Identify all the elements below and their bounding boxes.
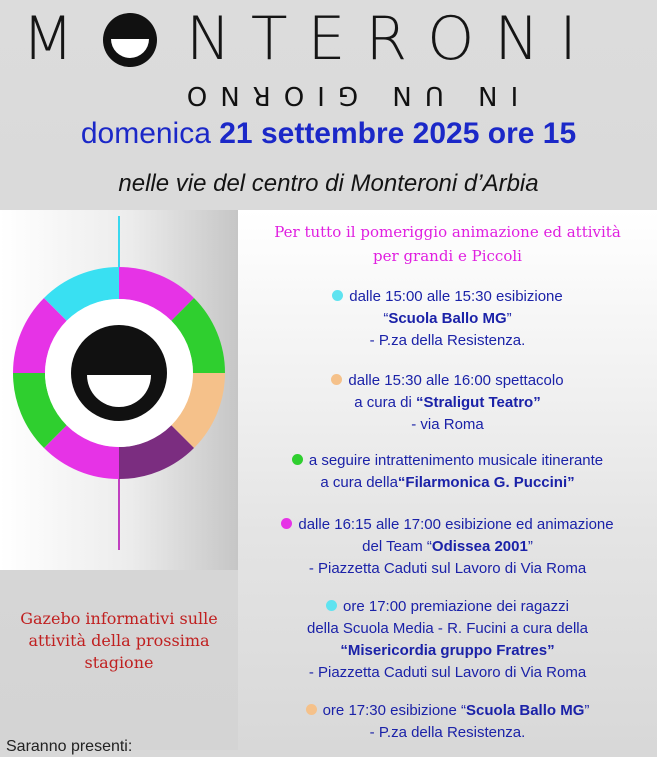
event-time: ore 17:00 premiazione dei ragazzi [343, 598, 569, 615]
event-curator-prefix: a cura di [354, 394, 416, 411]
program-item [238, 450, 657, 494]
event-location: - P.za della Resistenza. [369, 724, 526, 741]
event-description: a seguire intrattenimento musicale itinerante [308, 452, 604, 469]
event-performer: “Misericordia gruppo Fratres” [340, 642, 555, 659]
quote: ” [584, 702, 590, 719]
colored-ring-logo-icon [0, 210, 238, 570]
bullet-dot-icon [326, 600, 337, 611]
program-item [238, 514, 657, 580]
program-item [238, 370, 657, 436]
event-place: nelle vie del centro di Monteroni d’Arbia [118, 170, 539, 197]
intro-text [238, 220, 657, 268]
event-date [0, 114, 657, 154]
bullet-dot-icon [292, 454, 303, 465]
quote: ” [506, 310, 512, 327]
event-time: dalle 16:15 alle 17:00 esibizione ed animazione [298, 516, 614, 533]
event-time: ore 17:30 esibizione “ [322, 702, 467, 719]
bullet-dot-icon [306, 704, 317, 715]
smiley-logo-icon [102, 12, 158, 68]
logo-panel [0, 210, 238, 570]
event-time: dalle 15:30 alle 16:00 spettacolo [348, 372, 564, 389]
program-item [238, 700, 657, 744]
program-panel [238, 210, 657, 750]
event-curator-prefix: del Team “ [362, 538, 432, 555]
event-location: - Piazzetta Caduti sul Lavoro di Via Roma [308, 560, 587, 577]
event-performer: “Straligut Teatro” [415, 394, 541, 411]
event-curator-prefix: a cura della [320, 474, 398, 491]
event-location: - P.za della Resistenza. [369, 332, 526, 349]
date-value: 21 settembre 2025 [219, 117, 480, 150]
intro-line-2: per grandi e Piccoli [373, 247, 522, 265]
quote: “ [383, 310, 389, 327]
program-item [238, 286, 657, 352]
date-prefix: domenica [80, 117, 211, 150]
bullet-dot-icon [331, 374, 342, 385]
title-letter-m: M [22, 4, 94, 74]
event-performer: Scuola Ballo MG [388, 310, 507, 327]
event-performer: “Filarmonica G. Puccini” [397, 474, 575, 491]
poster-title [0, 6, 657, 72]
bullet-dot-icon [281, 518, 292, 529]
date-time: ore 15 [487, 117, 577, 150]
gazebo-line-3: stagione [84, 653, 154, 672]
participants-heading: Saranno presenti: [6, 738, 133, 755]
program-item [238, 596, 657, 684]
title-letters-nteroni: NTERONI [186, 4, 597, 74]
event-time: dalle 15:00 alle 15:30 esibizione [349, 288, 563, 305]
event-location: - Piazzetta Caduti sul Lavoro di Via Roma [308, 664, 587, 681]
intro-line-1: Per tutto il pomeriggio animazione ed attività [274, 223, 621, 241]
bullet-dot-icon [332, 290, 343, 301]
gazebo-line-2: attività della prossima [28, 631, 210, 650]
gazebo-line-1: Gazebo informativi sulle [20, 609, 218, 628]
event-location: - via Roma [411, 416, 484, 433]
event-performer: Scuola Ballo MG [466, 702, 585, 719]
event-performer: Odissea 2001 [431, 538, 528, 555]
event-description: della Scuola Media - R. Fucini a cura della [307, 620, 588, 637]
gazebo-note [0, 608, 238, 674]
quote: ” [527, 538, 533, 555]
subtitle-in-un-giorno: IN UN GIORNO [173, 80, 519, 110]
